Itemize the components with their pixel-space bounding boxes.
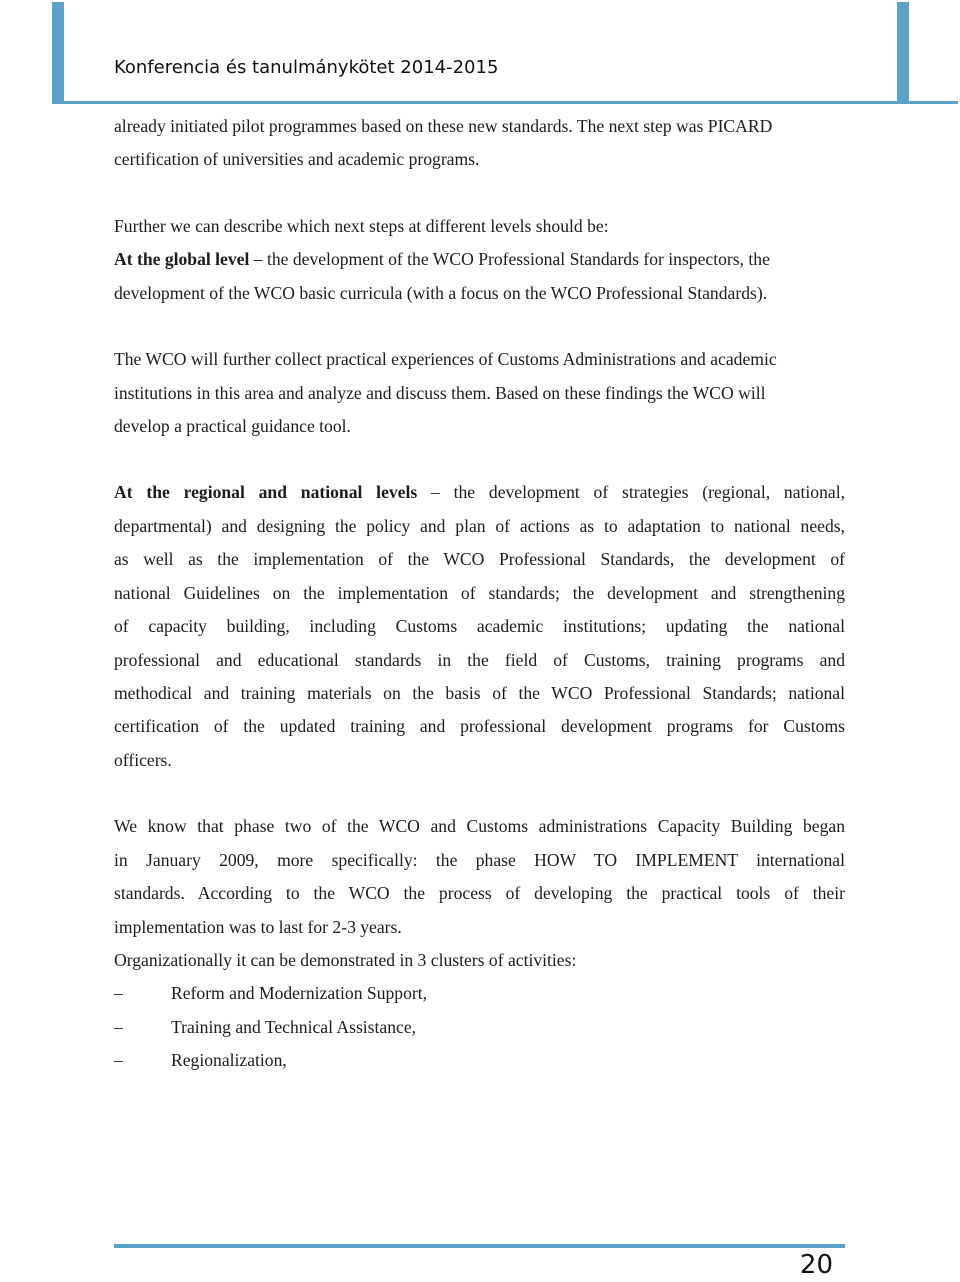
- paragraph-1-line-1: already initiated pilot programmes based on these new standards. The next step was PICARD: [114, 116, 773, 136]
- paragraph-4-line-1-text: – the development of strategies (regional, national,: [417, 482, 845, 502]
- paragraph-3-line-1: The WCO will further collect practical experiences of Customs Administrations and academic: [114, 349, 777, 369]
- regional-national-level-heading: At the regional and national levels: [114, 482, 418, 502]
- paragraph-5-line-5: Organizationally it can be demonstrated in 3 clusters of activities:: [114, 950, 577, 970]
- paragraph-4-line-8: certification of the updated training and professional development programs for Customs: [114, 716, 845, 736]
- paragraph-4-line-4: national Guidelines on the implementation of standards; the development and strengthening: [114, 583, 845, 603]
- header-rule: [52, 101, 958, 104]
- paragraph-4-line-9: officers.: [114, 750, 172, 770]
- footer-rule: [114, 1244, 845, 1248]
- global-level-heading: At the global level: [114, 249, 250, 269]
- paragraph-4-line-3: as well as the implementation of the WCO Professional Standards, the development of: [114, 549, 845, 569]
- paragraph-2-line-2: [114, 249, 770, 270]
- list-item-text: Regionalization,: [171, 1050, 287, 1070]
- paragraph-2-line-3: development of the WCO basic curricula (with a focus on the WCO Professional Standards).: [114, 283, 768, 303]
- paragraph-4-line-1: [114, 482, 845, 503]
- paragraph-5-line-1: We know that phase two of the WCO and Customs administrations Capacity Building began: [114, 816, 845, 836]
- paragraph-4-line-5: of capacity building, including Customs academic institutions; updating the national: [114, 616, 845, 636]
- paragraph-5-line-4: implementation was to last for 2-3 years.: [114, 917, 402, 937]
- paragraph-2-line-1: Further we can describe which next steps at different levels should be:: [114, 216, 609, 236]
- list-item: [114, 1017, 416, 1038]
- list-dash: –: [114, 1050, 123, 1070]
- paragraph-2-line-2-text: – the development of the WCO Professional Standards for inspectors, the: [249, 249, 770, 269]
- paragraph-3-line-2: institutions in this area and analyze and discuss them. Based on these findings the WCO will: [114, 383, 766, 403]
- paragraph-4-line-2: departmental) and designing the policy and plan of actions as to adaptation to national needs,: [114, 516, 845, 536]
- header-accent-bar-right: [897, 2, 909, 103]
- paragraph-1-line-2: certification of universities and academic programs.: [114, 149, 480, 169]
- paragraph-5-line-2: in January 2009, more specifically: the phase HOW TO IMPLEMENT international: [114, 850, 845, 870]
- running-header-title: Konferencia és tanulmánykötet 2014-2015: [114, 57, 499, 78]
- paragraph-4-line-7: methodical and training materials on the basis of the WCO Professional Standards; national: [114, 683, 845, 703]
- paragraph-4-line-6: professional and educational standards in the field of Customs, training programs and: [114, 650, 845, 670]
- header-accent-bar-left: [52, 2, 64, 103]
- list-item: [114, 983, 427, 1004]
- list-item-text: Training and Technical Assistance,: [171, 1017, 417, 1037]
- page-number: 20: [799, 1250, 833, 1280]
- paragraph-3-line-3: develop a practical guidance tool.: [114, 416, 351, 436]
- list-dash: –: [114, 983, 123, 1003]
- list-dash: –: [114, 1017, 123, 1037]
- list-item: [114, 1050, 287, 1071]
- list-item-text: Reform and Modernization Support,: [171, 983, 428, 1003]
- paragraph-5-line-3: standards. According to the WCO the process of developing the practical tools of their: [114, 883, 845, 903]
